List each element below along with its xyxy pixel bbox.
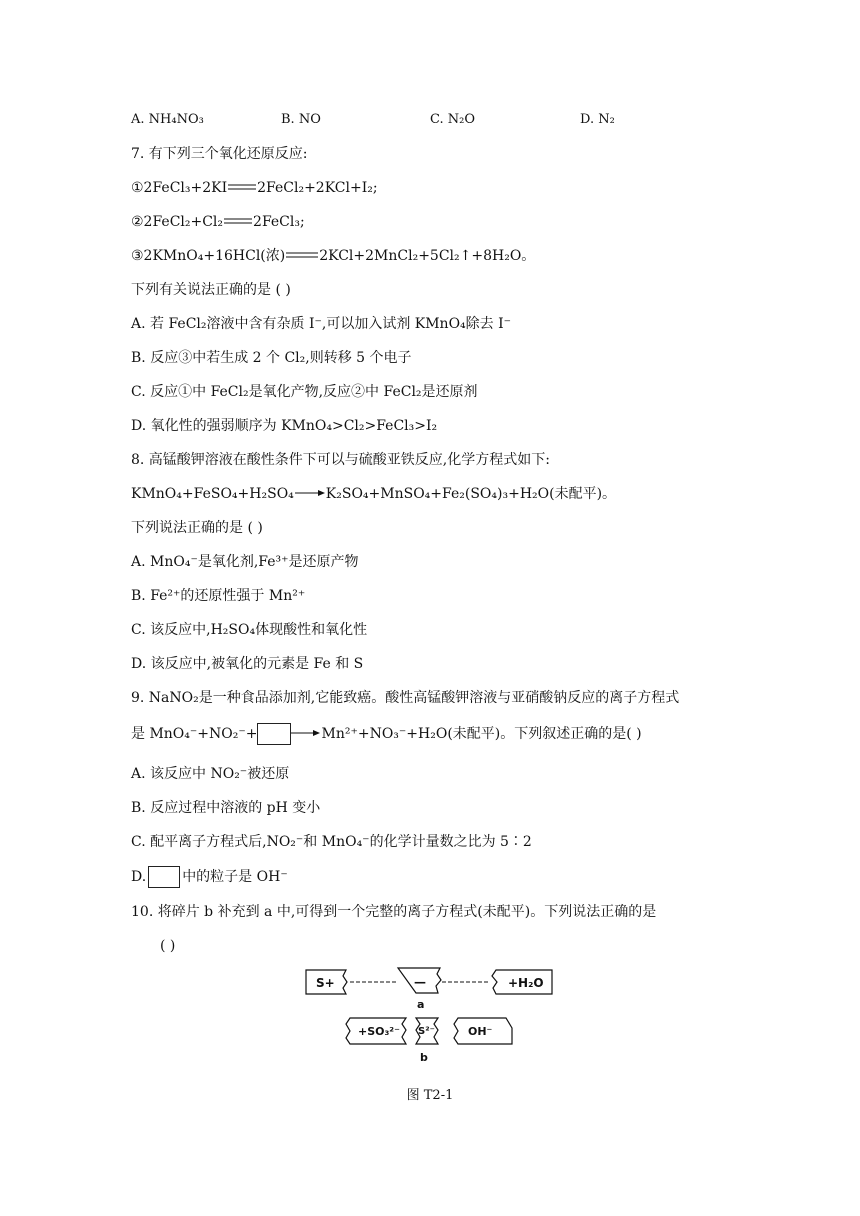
q9-option-a[interactable]: A. 该反应中 NO₂⁻被还原 (131, 766, 290, 782)
q7-option-b[interactable]: B. 反应③中若生成 2 个 Cl₂,则转移 5 个电子 (131, 350, 412, 366)
q8-option-b[interactable]: B. Fe²⁺的还原性强于 Mn²⁺ (131, 588, 306, 604)
q8-prompt: 下列说法正确的是 ( ) (131, 520, 263, 536)
q6-option-d[interactable]: D. N₂ (580, 112, 615, 127)
arrow-right-icon (294, 484, 326, 504)
q9-option-d-suffix: 中的粒子是 OH⁻ (182, 869, 288, 885)
q8-equation (131, 484, 616, 504)
piece-so3-label: +SO₃²⁻ (358, 1025, 400, 1038)
arrow-right-icon (291, 724, 321, 744)
q7-reaction-1 (131, 178, 378, 198)
q8-option-d[interactable]: D. 该反应中,被氧化的元素是 Fe 和 S (131, 656, 364, 672)
blank-box (257, 723, 291, 745)
q7-r1-left: ①2FeCl₃+2KI (131, 180, 228, 196)
q9-eq-prefix: 是 MnO₄⁻+NO₂⁻+ (131, 726, 258, 742)
q7-r2-right: 2FeCl₃; (253, 214, 305, 230)
q7-reaction-3 (131, 246, 535, 266)
double-equals-sign (223, 212, 253, 232)
q6-option-a[interactable]: A. NH₄NO₃ (131, 112, 204, 127)
q7-r3-left: ③2KMnO₄+16HCl(浓) (131, 248, 286, 264)
q7-option-a[interactable]: A. 若 FeCl₂溶液中含有杂质 I⁻,可以加入试剂 KMnO₄除去 I⁻ (131, 316, 512, 332)
q7-stem: 7. 有下列三个氧化还原反应: (131, 146, 308, 162)
q7-reaction-2 (131, 212, 305, 232)
q9-option-b[interactable]: B. 反应过程中溶液的 pH 变小 (131, 800, 321, 816)
double-equals-sign (227, 178, 257, 198)
piece-s-label: S+ (316, 976, 335, 990)
q8-stem: 8. 高锰酸钾溶液在酸性条件下可以与硫酸亚铁反应,化学方程式如下: (131, 452, 550, 468)
q7-prompt: 下列有关说法正确的是 ( ) (131, 282, 291, 298)
q9-option-c[interactable]: C. 配平离子方程式后,NO₂⁻和 MnO₄⁻的化学计量数之比为 5∶2 (131, 834, 532, 850)
double-equals-sign (285, 246, 319, 266)
piece-h2o-label: +H₂O (508, 976, 544, 990)
q10-stem: 10. 将碎片 b 补充到 a 中,可得到一个完整的离子方程式(未配平)。下列说法正确的是 (131, 904, 657, 920)
label-b: b (420, 1051, 428, 1064)
fragment-diagram (300, 960, 560, 1072)
q7-r2-left: ②2FeCl₂+Cl₂ (131, 214, 224, 230)
q8-eq-left: KMnO₄+FeSO₄+H₂SO₄ (131, 486, 294, 502)
q8-option-a[interactable]: A. MnO₄⁻是氧化剂,Fe³⁺是还原产物 (131, 554, 359, 570)
q7-r3-right: 2KCl+2MnCl₂+5Cl₂↑+8H₂O。 (319, 248, 536, 264)
q9-option-d-prefix: D. (131, 869, 147, 885)
q9-equation (131, 723, 642, 745)
blank-box (148, 866, 180, 888)
q7-option-d[interactable]: D. 氧化性的强弱顺序为 KMnO₄>Cl₂>FeCl₃>I₂ (131, 418, 438, 434)
q6-options (131, 112, 731, 132)
q8-eq-right: K₂SO₄+MnSO₄+Fe₂(SO₄)₃+H₂O(未配平)。 (325, 486, 617, 502)
q7-option-c[interactable]: C. 反应①中 FeCl₂是氧化产物,反应②中 FeCl₂是还原剂 (131, 384, 478, 400)
q9-option-d[interactable] (131, 866, 288, 888)
q9-eq-suffix: Mn²⁺+NO₃⁻+H₂O(未配平)。下列叙述正确的是( ) (321, 726, 642, 742)
q7-r1-right: 2FeCl₂+2KCl+I₂; (257, 180, 378, 196)
q6-option-c[interactable]: C. N₂O (430, 112, 475, 127)
piece-s2-label: S²⁻ (418, 1026, 435, 1037)
label-a: a (417, 998, 425, 1011)
piece-a-dash: — (414, 975, 426, 989)
q8-option-c[interactable]: C. 该反应中,H₂SO₄体现酸性和氧化性 (131, 622, 368, 638)
figure-caption: 图 T2-1 (406, 1088, 454, 1103)
piece-oh-label: OH⁻ (468, 1025, 493, 1038)
q6-option-b[interactable]: B. NO (281, 112, 321, 127)
q9-stem: 9. NaNO₂是一种食品添加剂,它能致癌。酸性高锰酸钾溶液与亚硝酸钠反应的离子方程式 (131, 690, 680, 706)
